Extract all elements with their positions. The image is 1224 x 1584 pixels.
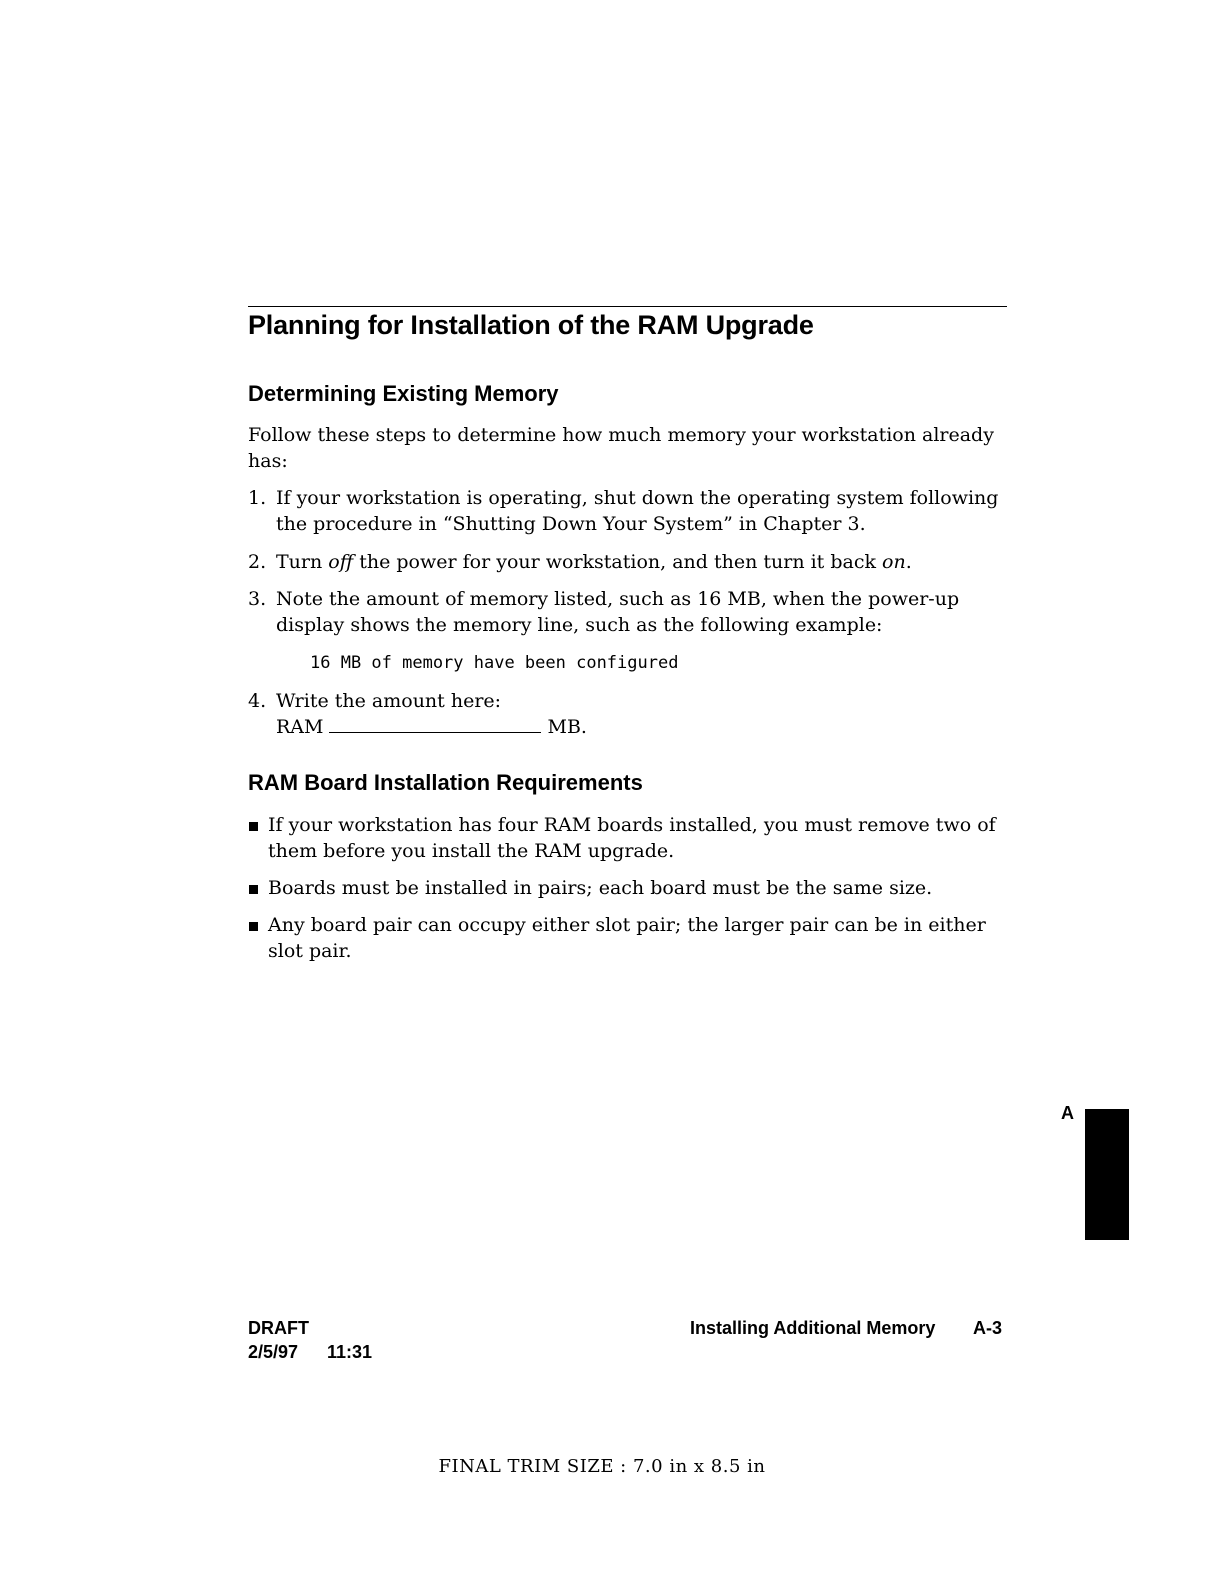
footer-date: 2/5/97 — [248, 1342, 299, 1362]
thumb-tab-block — [1085, 1109, 1129, 1240]
footer-draft: DRAFT — [248, 1318, 309, 1338]
heading-determining-memory: Determining Existing Memory — [248, 381, 559, 406]
bullet-line: slot pair. — [268, 940, 352, 962]
step-number: 2. — [248, 551, 267, 573]
footer-time: 11:31 — [327, 1342, 373, 1362]
step-line: the procedure in “Shutting Down Your System” in Chapter 3. — [276, 513, 866, 535]
footer-chapter-title: Installing Additional Memory — [690, 1318, 936, 1338]
heading-ram-requirements: RAM Board Installation Requirements — [248, 770, 643, 795]
bullet-text — [268, 812, 1008, 864]
bullet-square-icon — [249, 822, 258, 831]
ram-amount-blank[interactable] — [329, 714, 541, 733]
step-number: 1. — [248, 487, 267, 509]
step-line: Write the amount here: — [276, 690, 502, 712]
step-text — [276, 485, 1008, 537]
thumb-tab-letter: A — [1061, 1103, 1074, 1123]
bullet-line: Boards must be installed in pairs; each board must be the same size. — [268, 877, 933, 899]
step-text — [276, 549, 1008, 575]
emphasis-off: off — [328, 551, 354, 573]
intro-line: Follow these steps to determine how much memory your workstation already — [248, 424, 994, 446]
step-text — [276, 688, 1008, 740]
bullet-square-icon — [249, 885, 258, 894]
step-text-part: Turn — [276, 551, 329, 573]
footer-page-number: A-3 — [973, 1318, 1003, 1338]
ram-label: RAM — [276, 716, 324, 738]
trim-size-note: FINAL TRIM SIZE : 7.0 in x 8.5 in — [438, 1456, 766, 1477]
intro-line: has: — [248, 450, 288, 472]
step-text-part: the power for your workstation, and then turn it back — [353, 551, 883, 573]
bullet-text — [268, 875, 1008, 901]
section-rule — [248, 306, 1007, 307]
bullet-line: If your workstation has four RAM boards installed, you must remove two of — [268, 814, 996, 836]
step-number: 3. — [248, 588, 267, 610]
intro-paragraph — [248, 422, 1008, 474]
step-line: If your workstation is operating, shut down the operating system following — [276, 487, 999, 509]
bullet-line: them before you install the RAM upgrade. — [268, 840, 675, 862]
emphasis-on: on — [882, 551, 906, 573]
code-example: 16 MB of memory have been configured — [310, 653, 679, 673]
ram-unit: MB. — [547, 716, 587, 738]
step-text-part: . — [905, 551, 912, 573]
bullet-line: Any board pair can occupy either slot pair; the larger pair can be in either — [268, 914, 986, 936]
step-line: Note the amount of memory listed, such as 16 MB, when the power-up — [276, 588, 960, 610]
step-line: display shows the memory line, such as the following example: — [276, 614, 883, 636]
step-text — [276, 586, 1008, 638]
bullet-text — [268, 912, 1008, 964]
bullet-square-icon — [249, 922, 258, 931]
page-title: Planning for Installation of the RAM Upgrade — [248, 310, 814, 340]
step-number: 4. — [248, 690, 267, 712]
ram-entry-line — [276, 714, 1008, 740]
